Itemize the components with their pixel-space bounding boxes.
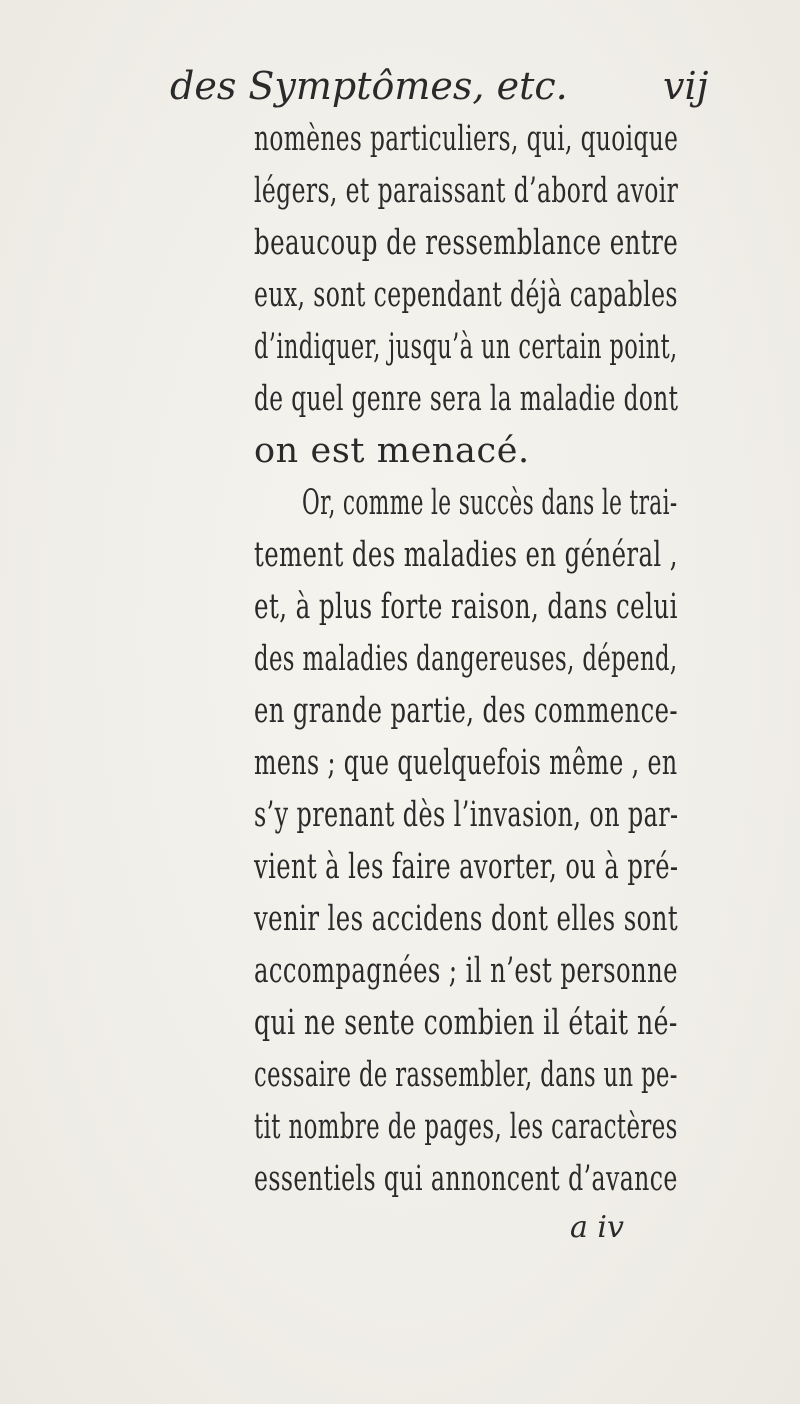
- text-line: tement des maladies en général ,: [254, 535, 678, 575]
- text-line: s’y prenant dès l’invasion, on par-: [254, 795, 679, 835]
- text-line: beaucoup de ressemblance entre: [254, 223, 679, 263]
- catchword: a iv: [570, 1210, 624, 1245]
- text-line: tit nombre de pages, les caractères: [254, 1107, 678, 1147]
- text-line: vient à les faire avorter, ou à pré-: [254, 847, 679, 887]
- text-line: et, à plus forte raison, dans celui: [254, 587, 678, 627]
- text-line: d’indiquer, jusqu’à un certain point,: [254, 327, 678, 367]
- text-line: nomènes particuliers, qui, quoique: [254, 119, 679, 159]
- text-line: des maladies dangereuses, dépend,: [254, 639, 678, 679]
- text-line: qui ne sente combien il était né-: [254, 1003, 678, 1043]
- running-head: [170, 52, 709, 112]
- text-line: de quel genre sera la maladie dont: [254, 379, 679, 419]
- text-line: accompagnées ; il n’est personne: [254, 951, 678, 991]
- text-line: venir les accidens dont elles sont: [254, 899, 679, 939]
- page-number: vij: [663, 64, 709, 108]
- text-line: légers, et paraissant d’abord avoir: [254, 171, 679, 211]
- text-line: cessaire de rassembler, dans un pe-: [254, 1055, 678, 1095]
- text-line: essentiels qui annoncent d’avance: [254, 1159, 678, 1199]
- text-line: on est menacé.: [254, 431, 530, 471]
- running-title: des Symptômes, etc.: [170, 64, 568, 108]
- text-line: en grande partie, des commence-: [254, 691, 678, 731]
- text-line: mens ; que quelquefois même , en: [254, 743, 678, 783]
- text-line: eux, sont cependant déjà capables: [254, 275, 678, 315]
- text-line: Or, comme le succès dans le trai-: [302, 483, 678, 523]
